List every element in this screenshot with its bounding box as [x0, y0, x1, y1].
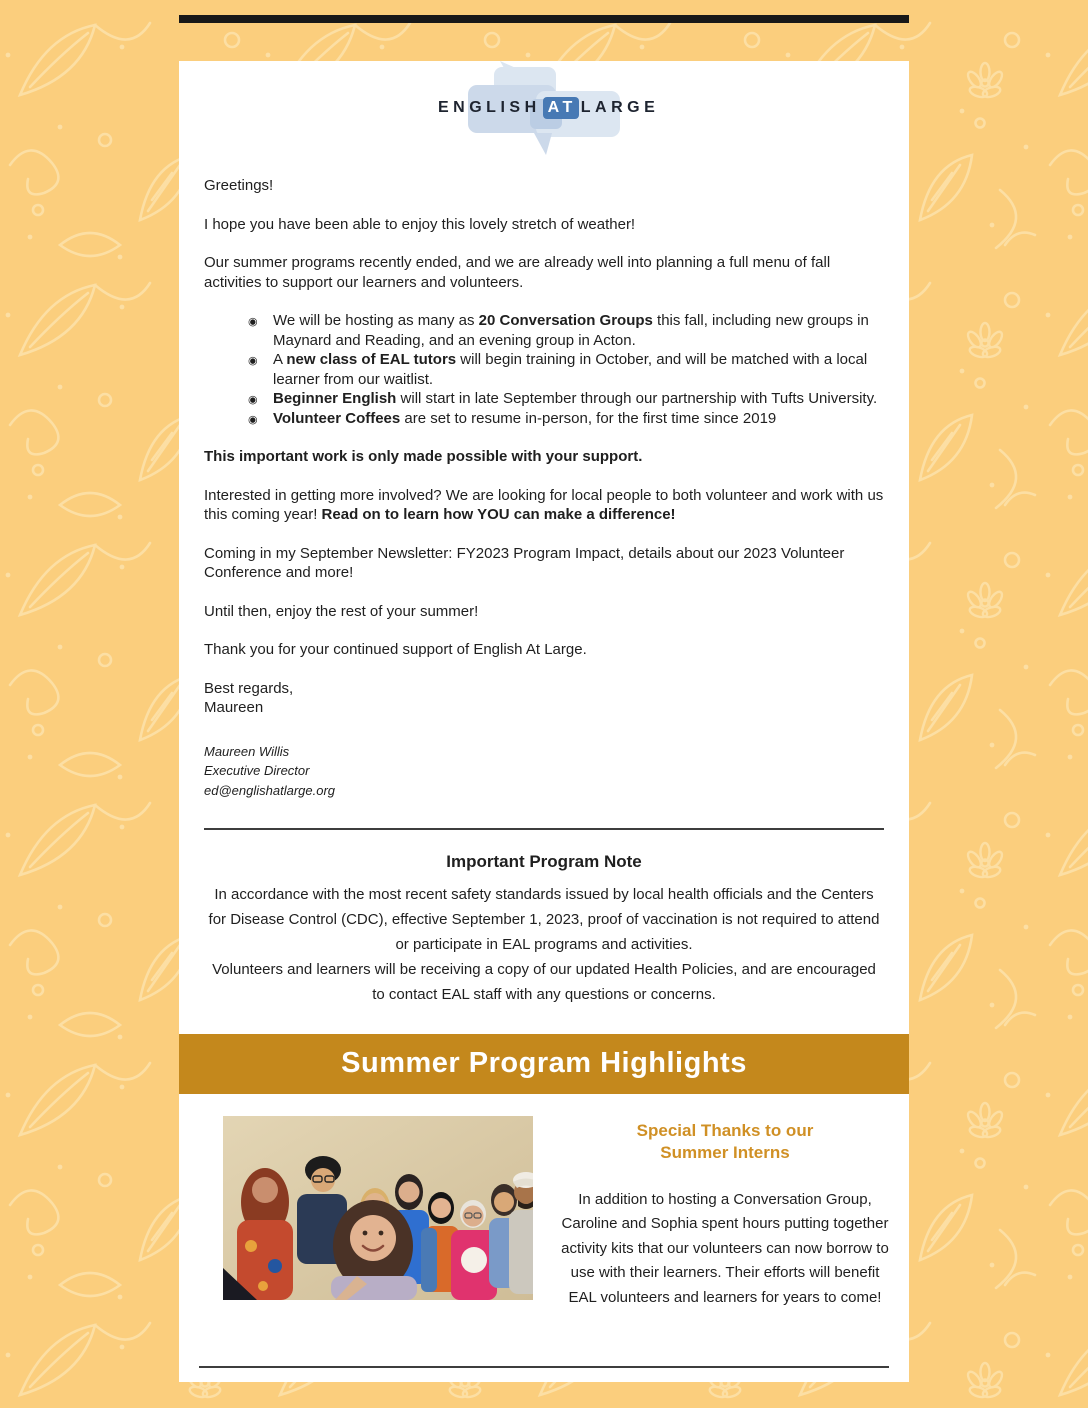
highlights-text-column [559, 1116, 891, 1311]
list-item-bold: Beginner English [273, 390, 397, 407]
get-involved-bold: Read on to learn how YOU can make a difference! [321, 506, 676, 523]
support-statement-bold: This important work is only made possible with your support. [204, 448, 643, 465]
special-thanks-heading [559, 1120, 891, 1164]
list-item-text: We will be hosting as many as [273, 312, 479, 329]
bottom-spacer [179, 1368, 909, 1382]
list-item [248, 409, 884, 429]
banner-title: Summer Program Highlights [341, 1047, 747, 1079]
list-item-text: this fall, including new groups in Maynard and Reading, and an evening group in Acton. [273, 312, 869, 349]
program-note-paragraph-1: In accordance with the most recent safety standards issued by local health officials and the Centers for Disease Control (CDC), effective September 1, 2023, proof of vaccination is not required to attend or participate in EAL programs and activities. [208, 885, 880, 953]
bullet-icon: ◉ [248, 413, 258, 426]
coming-soon-paragraph: Coming in my September Newsletter: FY2023 Program Impact, details about our 2023 Volunteer Conference and more! [204, 544, 845, 581]
highlights-section [179, 1094, 909, 1311]
section-divider [204, 828, 884, 830]
regards-name: Maureen [204, 699, 264, 716]
closing-regards [204, 679, 884, 718]
bullet-icon: ◉ [248, 355, 258, 367]
list-item-text: will start in late September through our partnership with Tufts University. [396, 390, 878, 407]
regards-text: Best regards, [204, 679, 294, 697]
greeting-text: Greetings! [204, 177, 274, 194]
get-involved-text: Interested in getting more involved? We are looking for local people to both volunteer and work with us this coming year! [204, 486, 884, 523]
signature-block [204, 742, 884, 801]
english-at-large-logo [438, 61, 660, 157]
logo-word-large: LARGE [580, 99, 660, 116]
list-item [248, 311, 884, 350]
intro-paragraph-2: Our summer programs recently ended, and we are already well into planning a full menu of fall activities to support our learners and volunteers. [204, 254, 831, 291]
signature-name: Maureen Willis [204, 743, 290, 759]
intro-paragraph-1: I hope you have been able to enjoy this lovely stretch of weather! [204, 215, 636, 233]
signature-email-link[interactable]: ed@englishatlarge.org [204, 782, 336, 798]
get-involved-paragraph [204, 486, 884, 525]
list-item-bold: Volunteer Coffees [273, 409, 401, 427]
letter-body [179, 176, 909, 1007]
special-thanks-body: In addition to hosting a Conversation Group, Caroline and Sophia spent hours putting together activity kits that our volunteers can now borrow to use with their learners. Their efforts will benefit EAL volunteers and learners for years to come! [561, 1190, 889, 1306]
email-body-column [179, 15, 909, 1382]
program-note-title: Important Program Note [446, 852, 642, 871]
program-note-paragraph-2: Volunteers and learners will be receiving a copy of our updated Health Policies, and are encouraged to contact EAL staff with any questions or concerns. [212, 960, 876, 1003]
bullet-icon: ◉ [248, 316, 258, 328]
newsletter-content [179, 61, 909, 1382]
logo-word-english: ENGLISH [438, 99, 541, 116]
list-item-text: will begin training in October, and will be matched with a local learner from our waitlist. [273, 351, 868, 388]
thank-you-paragraph: Thank you for your continued support of English At Large. [204, 641, 587, 658]
until-then-paragraph: Until then, enjoy the rest of your summer! [204, 602, 479, 620]
special-thanks-line1: Special Thanks to our [636, 1120, 814, 1140]
list-item-bold: new class of EAL tutors [286, 351, 457, 368]
summer-highlights-banner [179, 1034, 909, 1094]
program-note-section [204, 852, 884, 1007]
list-item-text: A [273, 351, 287, 368]
support-statement [204, 447, 884, 467]
list-item-text: are set to resume in-person, for the first time since 2019 [400, 409, 777, 427]
signature-title: Executive Director [204, 763, 310, 778]
bullet-icon: ◉ [248, 394, 258, 406]
logo-wordmark [438, 97, 660, 119]
logo-word-at: AT [543, 97, 579, 119]
list-item [248, 350, 884, 389]
special-thanks-line2: Summer Interns [660, 1142, 790, 1162]
list-item [248, 389, 884, 409]
top-black-bar [179, 15, 909, 23]
list-item-bold: 20 Conversation Groups [478, 312, 653, 329]
interns-group-photo [223, 1116, 533, 1300]
fall-programs-list [204, 311, 884, 428]
